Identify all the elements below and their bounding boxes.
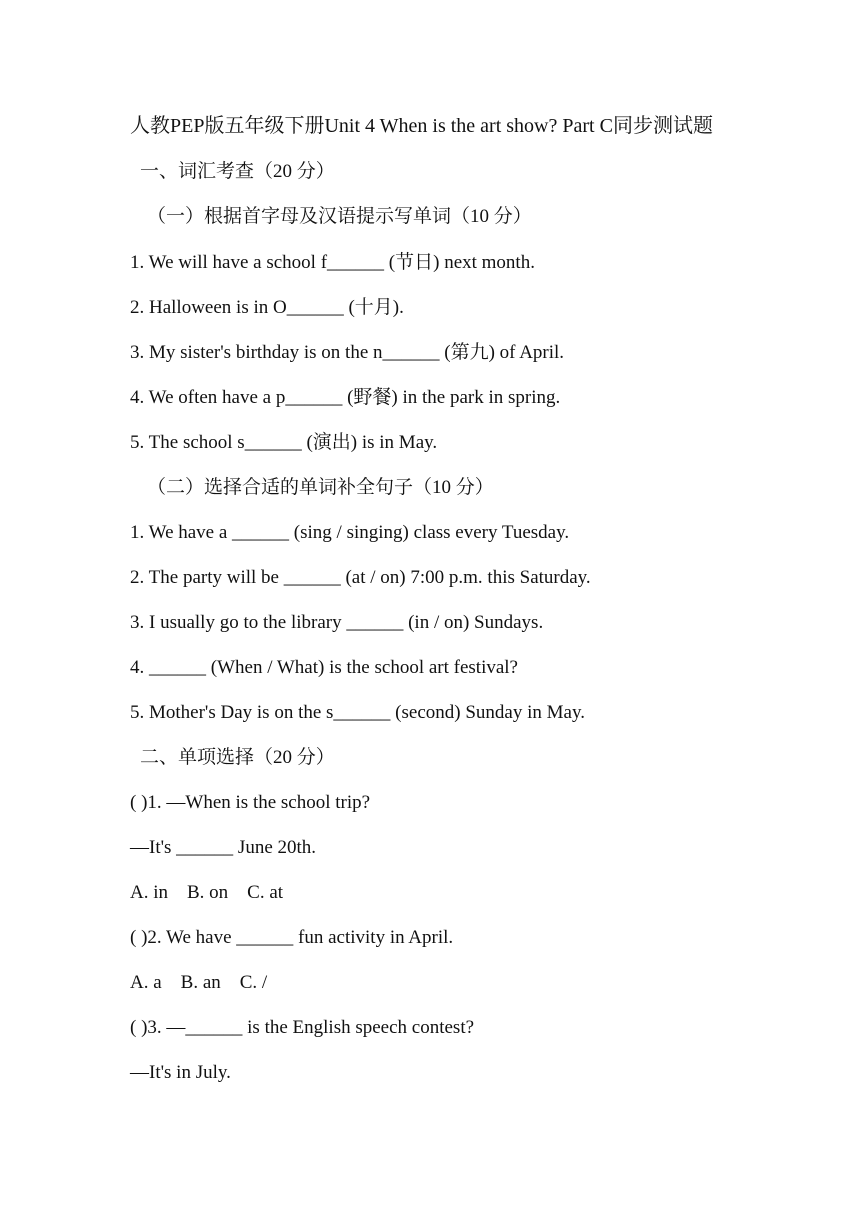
part-a-heading: （一）根据首字母及汉语提示写单词（10 分） [147, 206, 532, 227]
page-title: 人教PEP版五年级下册Unit 4 When is the art show? Part C同步测试题 [130, 115, 713, 137]
mc-answer-line: —It's ______ June 20th. [130, 837, 317, 858]
part-a-question: 2. Halloween is in O______ (十月). [130, 297, 404, 318]
mc-answer-line: —It's in July. [130, 1062, 231, 1083]
part-a-question: 5. The school s______ (演出) is in May. [130, 432, 438, 453]
part-b-question: 1. We have a ______ (sing / singing) class every Tuesday. [130, 522, 570, 543]
part-b-question: 2. The party will be ______ (at / on) 7:00 p.m. this Saturday. [130, 567, 591, 588]
part-b-question: 4. ______ (When / What) is the school art festival? [130, 657, 518, 678]
part-a-question: 4. We often have a p______ (野餐) in the park in spring. [130, 387, 561, 408]
mc-options-line: A. a B. an C. / [130, 972, 268, 993]
mc-question-line: ( )3. —______ is the English speech contest? [130, 1017, 475, 1038]
part-b-heading: （二）选择合适的单词补全句子（10 分） [147, 477, 494, 498]
mc-options-line: A. in B. on C. at [130, 882, 284, 903]
part-b-question: 3. I usually go to the library ______ (in / on) Sundays. [130, 612, 544, 633]
mc-question-line: ( )2. We have ______ fun activity in April. [130, 927, 454, 948]
part-a-question: 3. My sister's birthday is on the n______ (第九) of April. [130, 342, 565, 363]
mc-question-line: ( )1. —When is the school trip? [130, 792, 371, 813]
section-1-heading: 一、词汇考查（20 分） [140, 161, 335, 182]
part-b-question: 5. Mother's Day is on the s______ (second) Sunday in May. [130, 702, 585, 723]
section-2-heading: 二、单项选择（20 分） [140, 747, 335, 768]
part-a-question: 1. We will have a school f______ (节日) next month. [130, 252, 535, 273]
